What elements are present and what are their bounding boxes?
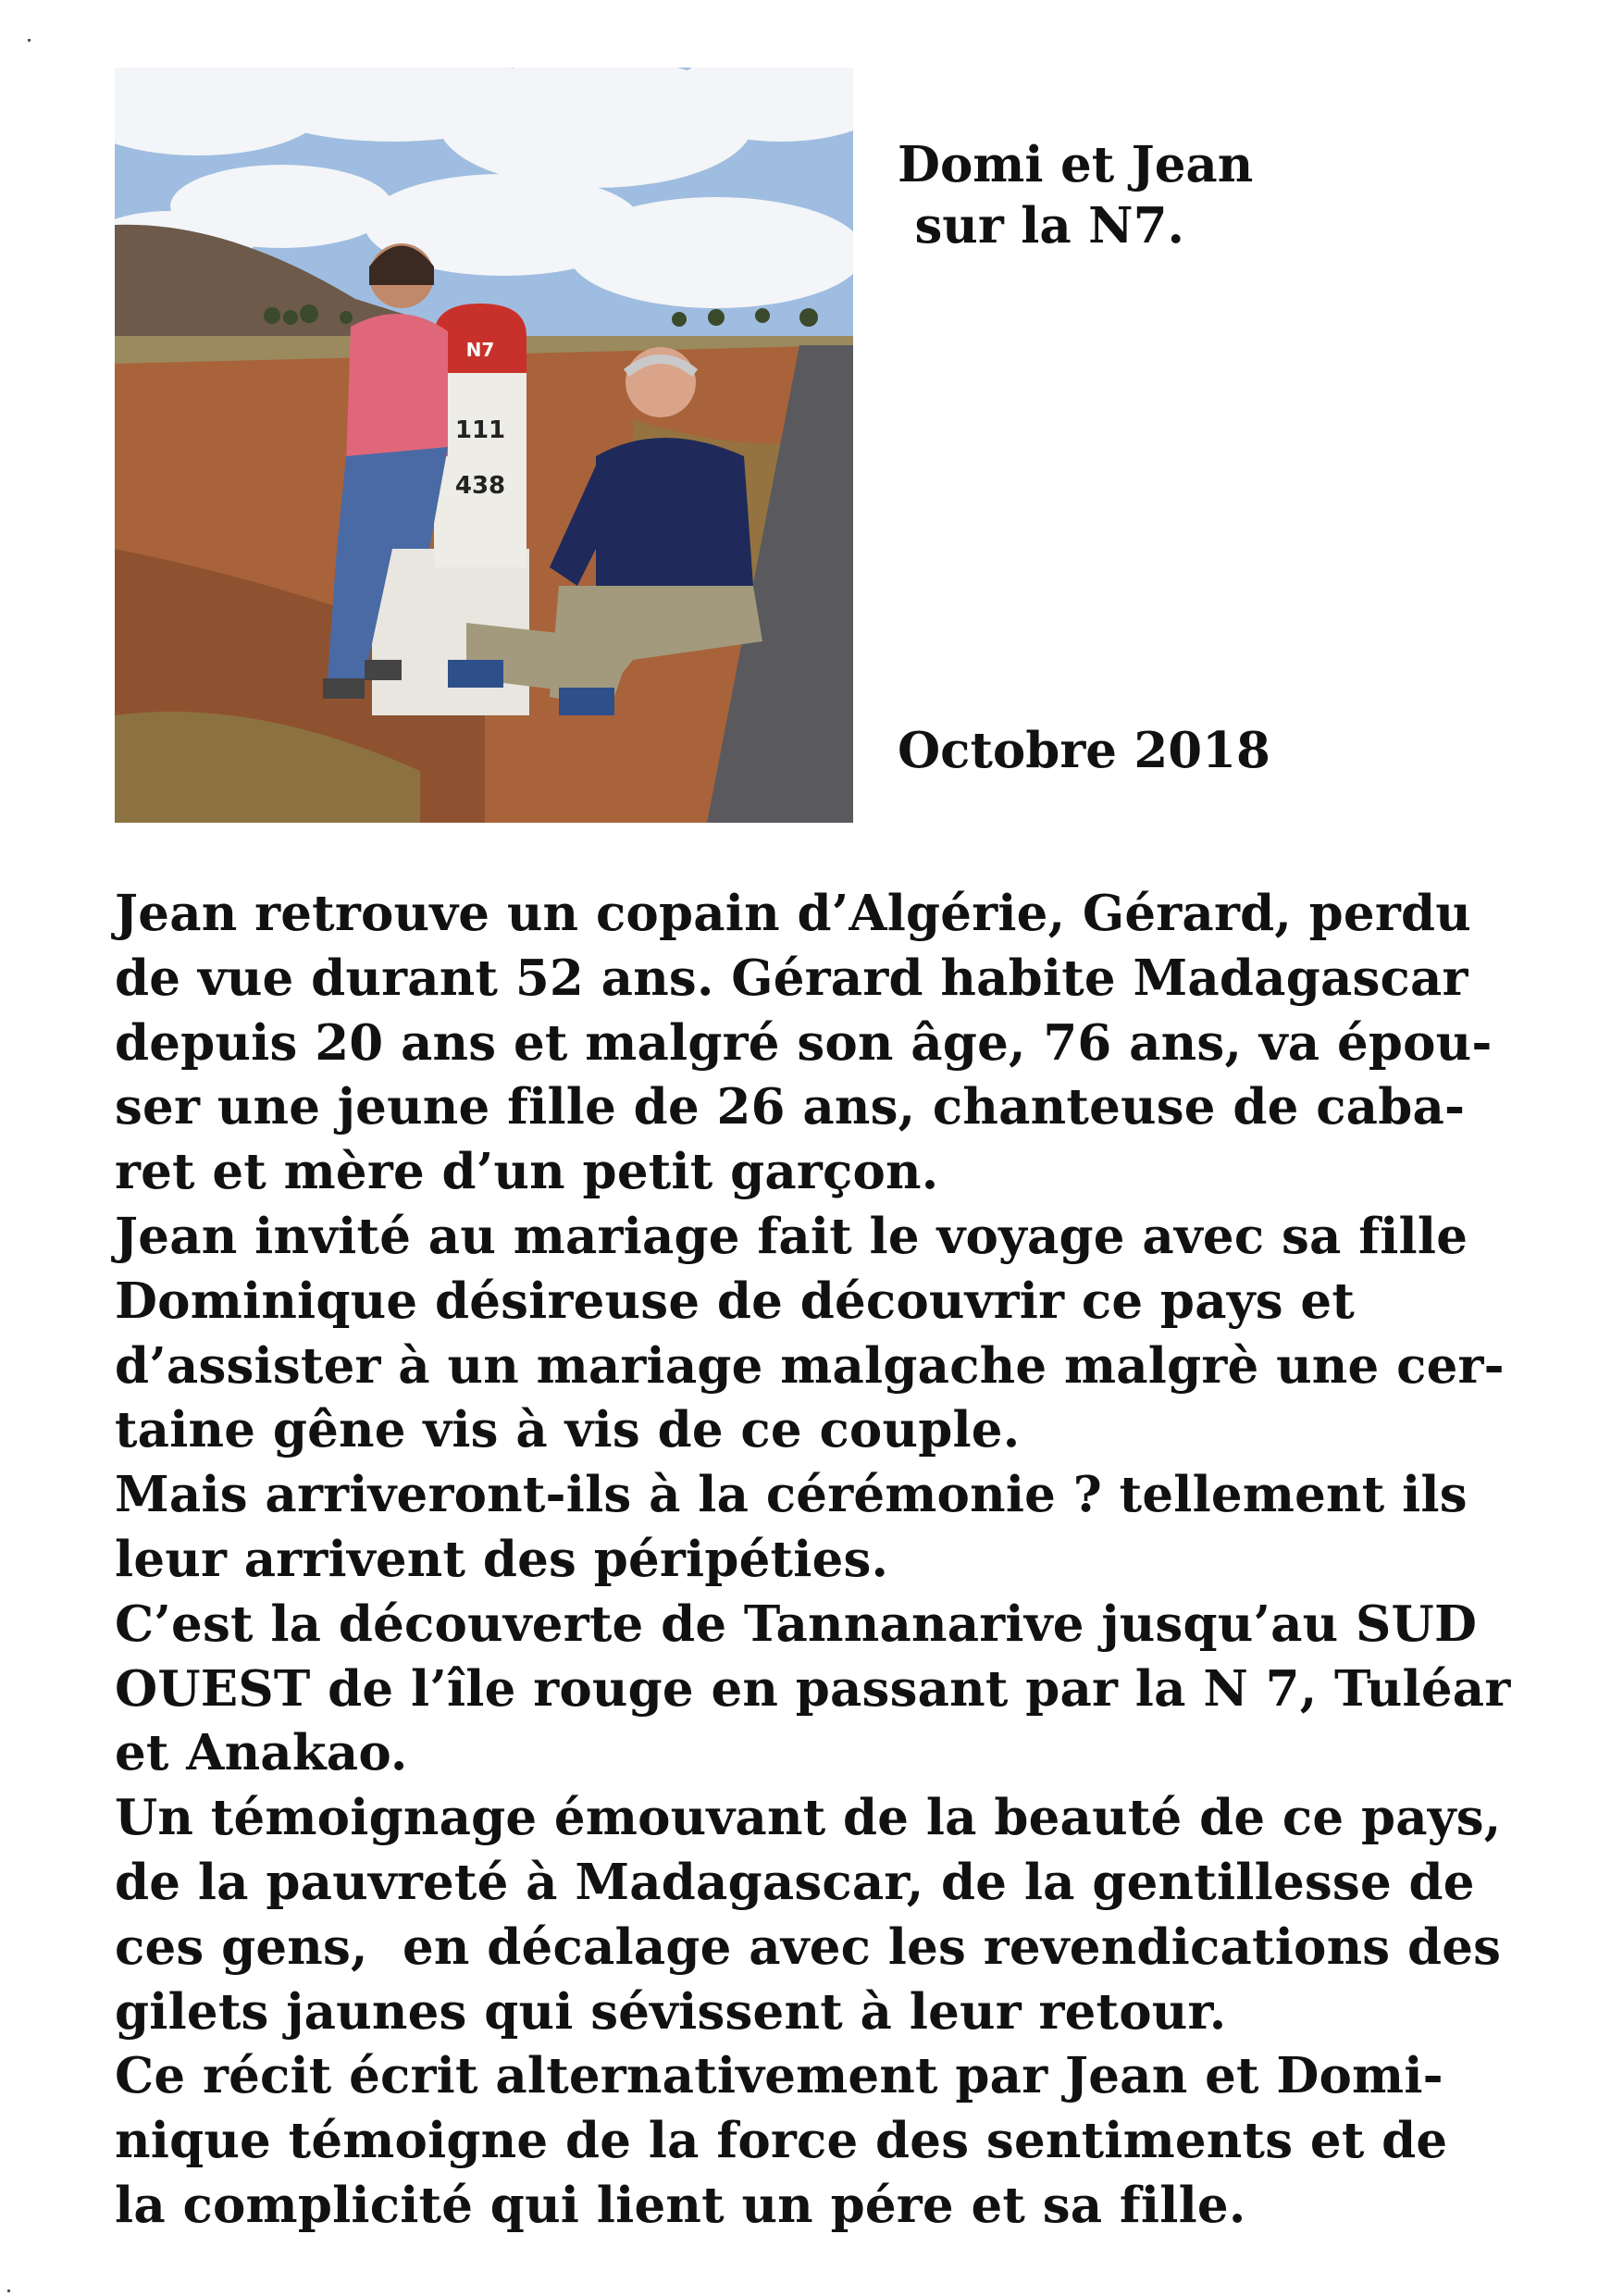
milestone-line1: 111 [454,416,506,444]
text-line: OUEST de l’île rouge en passant par la N 7, Tuléar [115,1659,1511,1718]
text-line: Mais arriveront-ils à la cérémonie ? tellement ils [115,1466,1468,1524]
text-line: la complicité qui lient un pére et sa fille. [115,2176,1246,2234]
milestone-road: N7 [465,339,495,361]
corner-mark [28,39,31,42]
milestone-line2: 438 [454,472,506,500]
text-line: nique témoigne de la force des sentiments et de [115,2112,1448,2170]
text-line: leur arrivent des péripéties. [115,1530,889,1588]
text-line: C’est la découverte de Tannanarive jusqu’au SUD [115,1595,1478,1653]
text-line: Ce récit écrit alternativement par Jean et Domi- [115,2047,1443,2105]
text-line: ces gens, en décalage avec les revendications des [115,1917,1502,1976]
corner-mark [7,2290,10,2292]
photo-icon [115,68,853,823]
text-line: ser une jeune fille de 26 ans, chanteuse de caba- [115,1078,1466,1136]
text-line: de vue durant 52 ans. Gérard habite Madagascar [115,949,1468,1007]
text-line: Dominique désireuse de découvrir ce pays et [115,1272,1356,1330]
text-line: Jean invité au mariage fait le voyage avec sa fille [115,1207,1468,1265]
text-line: taine gêne vis à vis de ce couple. [115,1401,1021,1459]
text-line: et Anakao. [115,1724,408,1782]
text-line: d’assister à un mariage malgache malgrè une cer- [115,1336,1505,1395]
photo-caption-title: Domi et Jean sur la N7. [898,136,1254,254]
cover-photo [115,68,853,823]
text-line: gilets jaunes qui sévissent à leur retour. [115,1982,1227,2041]
text-line: depuis 20 ans et malgré son âge, 76 ans, va épou- [115,1013,1493,1072]
text-line: Un témoignage émouvant de la beauté de ce pays, [115,1789,1502,1847]
synopsis-text [115,882,1530,2239]
text-line: ret et mère d’un petit garçon. [115,1143,939,1201]
photo-caption-date: Octobre 2018 [898,722,1270,779]
text-line: Jean retrouve un copain d’Algérie, Gérard, perdu [115,885,1471,942]
text-line: de la pauvreté à Madagascar, de la gentillesse de [115,1853,1475,1911]
